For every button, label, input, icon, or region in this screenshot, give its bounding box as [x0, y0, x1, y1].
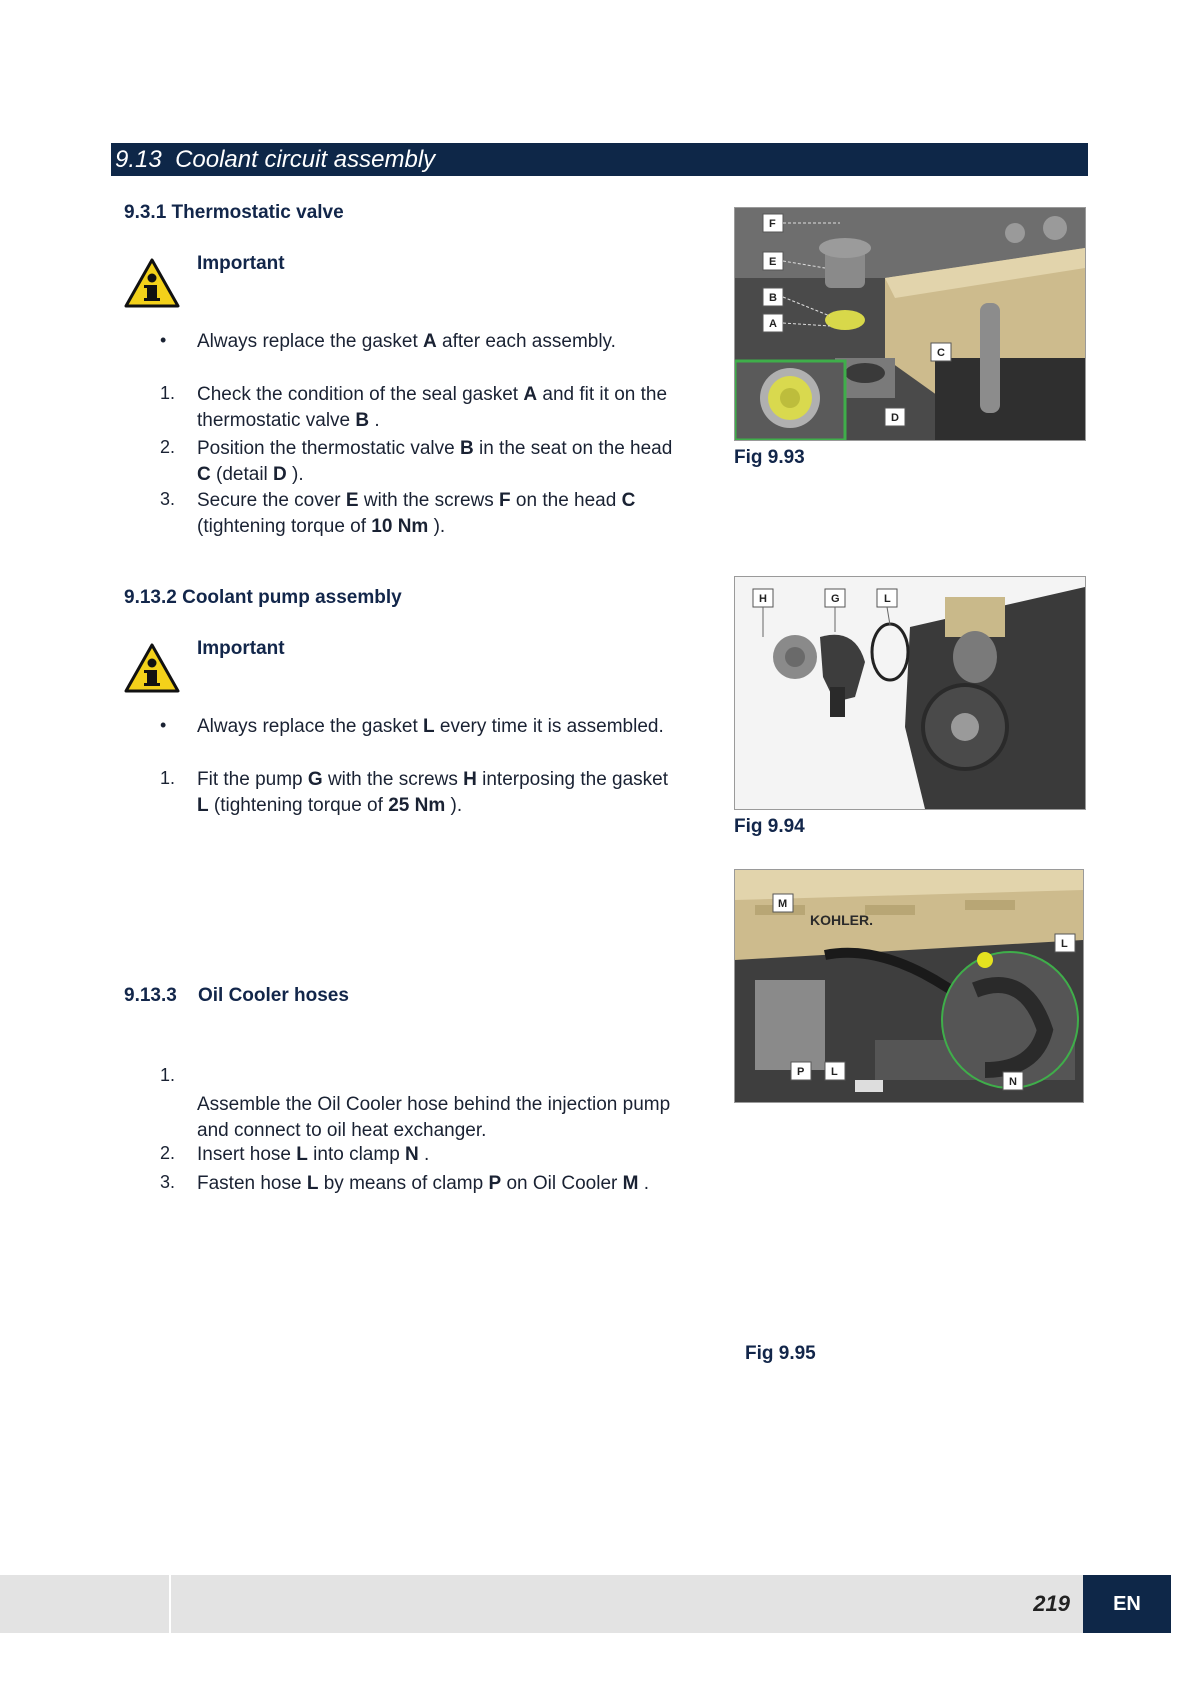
kohler-logo-text: KOHLER.: [810, 912, 873, 928]
engine-head-illustration: [735, 208, 1085, 440]
fig-label-L: L: [1061, 938, 1068, 950]
important-label: Important: [197, 253, 285, 274]
figure-caption-9-93: Fig 9.93: [734, 447, 805, 468]
step-1-text: Check the condition of the seal gasket A and fit it on the thermostatic valve B .: [197, 384, 668, 431]
figure-oil-cooler-hoses: [734, 869, 1084, 1103]
step-number: 1.: [160, 1065, 176, 1085]
fig-label-G: G: [831, 593, 840, 605]
footer-bar: [0, 1575, 1170, 1633]
step-3-text: Secure the cover E with the screws F on the head C (tightening torque of 10 Nm ).: [197, 490, 636, 537]
fig-label-M: M: [778, 898, 788, 910]
step-number: 2.: [160, 437, 176, 457]
subsection-number: 9.13.3: [124, 985, 177, 1006]
fig-label-L: L: [831, 1066, 838, 1078]
oil-step-1-text: Assemble the Oil Cooler hose behind the injection pump and connect to oil heat exchanger.: [197, 1094, 671, 1141]
step-number: 2.: [160, 1143, 176, 1163]
figure-caption-9-94: Fig 9.94: [734, 816, 805, 837]
step-number: 1.: [160, 768, 176, 788]
coolant-pump-illustration: [735, 577, 1085, 809]
step-number: 3.: [160, 489, 176, 509]
subsection-heading-oil-cooler: [124, 985, 349, 1007]
fig-label-L: L: [884, 593, 891, 605]
step-number: 1.: [160, 383, 176, 403]
step-number: 3.: [160, 1172, 176, 1192]
pump-step-1-text: Fit the pump G with the screws H interposing the gasket L (tightening torque of 25 Nm ).: [197, 769, 669, 816]
fig-label-E: E: [769, 256, 777, 268]
fig-label-A: A: [769, 318, 777, 330]
fig-label-P: P: [797, 1066, 805, 1078]
figure-coolant-pump: [734, 576, 1086, 810]
section-title-bar: [111, 143, 1088, 176]
fig-label-B: B: [769, 292, 777, 304]
footer-divider: [169, 1575, 171, 1633]
warning-info-icon: [124, 258, 180, 308]
oil-cooler-illustration: [735, 870, 1083, 1102]
important-label: Important: [197, 638, 285, 659]
subsection-heading-coolant-pump: 9.13.2 Coolant pump assembly: [124, 587, 402, 608]
figure-caption-9-95: Fig 9.95: [745, 1343, 816, 1364]
bullet-dot: •: [160, 330, 167, 350]
step-2-text: Position the thermostatic valve B in the seat on the head C (detail D ).: [197, 438, 673, 485]
fig-label-F: F: [769, 218, 776, 230]
language-tab: EN: [1083, 1575, 1171, 1633]
fig-label-D: D: [891, 412, 899, 424]
subsection-title: Oil Cooler hoses: [197, 985, 349, 1006]
page-number: 219: [1033, 1591, 1070, 1616]
oil-step-2-text: Insert hose L into clamp N .: [197, 1144, 430, 1165]
fig-label-N: N: [1009, 1076, 1017, 1088]
section-title: Coolant circuit assembly: [175, 146, 436, 173]
bullet-text-2: Always replace the gasket L every time it is assembled.: [197, 716, 664, 737]
fig-label-H: H: [759, 593, 767, 605]
warning-info-icon: [124, 643, 180, 693]
figure-thermostatic-valve: [734, 207, 1086, 441]
bullet-dot: •: [160, 715, 167, 735]
oil-step-3-text: Fasten hose L by means of clamp P on Oil Cooler M .: [197, 1173, 650, 1194]
fig-label-C: C: [937, 347, 945, 359]
subsection-heading-thermostatic-valve: 9.3.1 Thermostatic valve: [124, 202, 344, 223]
bullet-text-1: Always replace the gasket A after each assembly.: [197, 331, 616, 352]
section-number: 9.13: [115, 146, 162, 173]
